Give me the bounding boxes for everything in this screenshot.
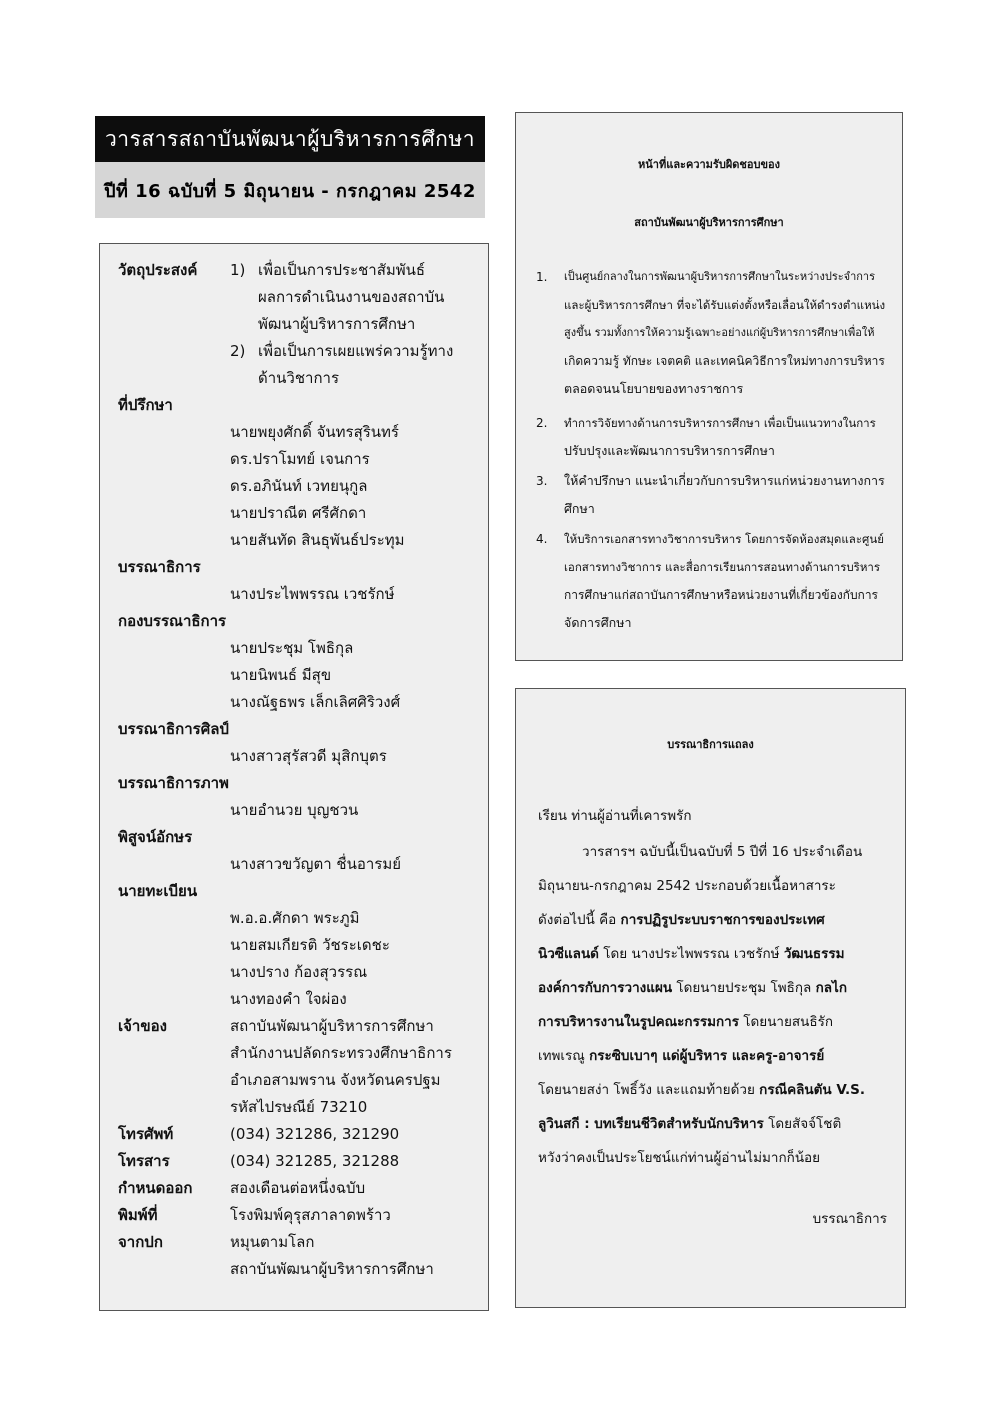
art-editor-label: บรรณาธิการศิลป์: [118, 720, 229, 738]
duty-line: ศึกษา: [564, 501, 595, 516]
editorial-article-title: องค์การกับการวางแผน: [538, 980, 673, 996]
duty-number: 3.: [536, 474, 548, 488]
printer-label: พิมพ์ที่: [118, 1206, 158, 1224]
editorial-text: โดยนายสนธิรัก: [738, 1014, 834, 1030]
duty-number: 1.: [536, 270, 548, 284]
editorial-line: [538, 905, 825, 935]
advisors-label: ที่ปรึกษา: [118, 396, 173, 414]
cover-line: หมุนตามโลก: [230, 1233, 315, 1251]
photo-editor-label: บรรณาธิการภาพ: [118, 774, 229, 792]
photo-editor-name: นายอำนวย บุญชวน: [230, 801, 359, 819]
duty-line: สูงขึ้น รวมทั้งการให้ความรู้เฉพาะอย่างแก่ผู้บริหารการศึกษาเพื่อให้: [564, 326, 875, 339]
duty-line: ทำการวิจัยทางด้านการบริหารการศึกษา เพื่อเป็นแนวทางในการ: [564, 416, 876, 430]
editorial-line: หวังว่าคงเป็นประโยชน์แก่ท่านผู้อ่านไม่มากก็น้อย: [538, 1150, 821, 1166]
objective-line: ผลการดำเนินงานของสถาบัน: [258, 288, 445, 306]
board-member-name: นางณัฐธพร เล็กเลิศศิริวงศ์: [230, 693, 401, 711]
duty-line: ตลอดจนนโยบายของทางราชการ: [564, 381, 744, 396]
advisor-name: นายพยุงศักดิ์ จันทรสุรินทร์: [230, 423, 399, 441]
board-member-name: นายนิพนธ์ มีสุข: [230, 666, 332, 684]
editorial-article-title: การบริหารงานในรูปคณะกรรมการ: [538, 1014, 739, 1030]
owner-line: อำเภอสามพราน จังหวัดนครปฐม: [230, 1071, 441, 1089]
editorial-title: บรรณาธิการแถลง: [667, 738, 754, 751]
duty-line: เป็นศูนย์กลางในการพัฒนาผู้บริหารการศึกษาในระหว่างประจำการ: [564, 270, 876, 283]
duties-title-line2: สถาบันพัฒนาผู้บริหารการศึกษา: [634, 216, 784, 229]
duty-line: เกิดความรู้ ทักษะ เจตคติ และเทคนิควิธีการใหม่ทางการบริหาร: [564, 354, 885, 368]
duties-title-line1: หน้าที่และความรับผิดชอบของ: [638, 158, 780, 171]
duty-line: และผู้บริหารการศึกษา ที่จะได้รับแต่งตั้งหรือเลื่อนให้ดำรงตำแหน่ง: [564, 298, 886, 312]
editorial-line: วารสารฯ ฉบับนี้เป็นฉบับที่ 5 ปีที่ 16 ประจำเดือน: [582, 844, 863, 860]
duty-number: 4.: [536, 532, 548, 546]
owner-line: รหัสไปรษณีย์ 73210: [230, 1098, 368, 1116]
owner-line: สำนักงานปลัดกระทรวงศึกษาธิการ: [230, 1044, 452, 1062]
duty-line: ให้คำปรึกษา แนะนำเกี่ยวกับการบริหารแก่หน่วยงานทางการ: [564, 473, 885, 488]
fax-value: (034) 321285, 321288: [230, 1152, 400, 1170]
registrar-label: นายทะเบียน: [118, 882, 198, 900]
objective-line: เพื่อเป็นการเผยแพร่ความรู้ทาง: [258, 342, 454, 360]
phone-label: โทรศัพท์: [118, 1125, 174, 1143]
editorial-article-title: การปฏิรูประบบราชการของประเทศ: [620, 912, 825, 928]
editorial-signature: บรรณาธิการ: [812, 1211, 887, 1227]
objective-line: เพื่อเป็นการประชาสัมพันธ์: [258, 261, 426, 279]
editorial-text: เทพเรณู: [538, 1048, 590, 1064]
owner-line: สถาบันพัฒนาผู้บริหารการศึกษา: [230, 1017, 434, 1035]
editorial-article-title: ลูวินสกี : บทเรียนชีวิตสำหรับนักบริหาร: [538, 1116, 764, 1132]
editorial-article-title: กรณีคลินตัน V.S.: [759, 1082, 866, 1098]
advisor-name: ดร.อภินันท์ เวทยนุกูล: [230, 477, 368, 495]
registrar-name: นายสมเกียรติ วัชระเดชะ: [230, 936, 390, 954]
objective-number: 1): [230, 261, 246, 279]
duty-number: 2.: [536, 416, 548, 430]
schedule-label: กำหนดออก: [118, 1179, 193, 1197]
editorial-text: ดังต่อไปนี้ คือ: [538, 912, 621, 928]
editorial-greeting: เรียน ท่านผู้อ่านที่เคารพรัก: [538, 808, 692, 824]
objective-number: 2): [230, 342, 246, 360]
staff-panel: [99, 243, 489, 1311]
cover-label: จากปก: [118, 1233, 163, 1251]
editor-label: บรรณาธิการ: [118, 558, 201, 576]
printer-value: โรงพิมพ์คุรุสภาลาดพร้าว: [230, 1206, 391, 1224]
editorial-line: [538, 973, 847, 1003]
duty-line: จัดการศึกษา: [564, 615, 632, 630]
duty-line: ปรับปรุงและพัฒนาการบริหารการศึกษา: [564, 443, 775, 458]
duties-panel: [515, 112, 903, 661]
board-member-name: นายประชุม โพธิกุล: [230, 639, 354, 657]
journal-title: [95, 116, 485, 162]
duty-line: เอกสารทางวิชาการ และสื่อการเรียนการสอนทางด้านการบริหาร: [564, 560, 881, 574]
editorial-text: โดยนายสง่า โพธิ์วัง และแถมท้ายด้วย: [538, 1082, 760, 1098]
advisor-name: นายสันทัด สินธุพันธ์ประทุม: [230, 531, 405, 549]
editorial-text: โดยนายประชุม โพธิกุล: [672, 980, 816, 996]
editorial-text: โดยสัจจ์โชติ: [763, 1116, 842, 1132]
objective-line: ด้านวิชาการ: [258, 369, 340, 387]
advisor-name: นายปราณีต ศรีศักดา: [230, 504, 367, 522]
editor-name: นางประไพพรรณ เวชรักษ์: [230, 585, 395, 603]
editorial-article-title: วัฒนธรรม: [783, 946, 845, 962]
registrar-name: พ.อ.อ.ศักดา พระภูมิ: [230, 909, 360, 927]
art-editor-name: นางสาวสุรัสวดี มุสิกบุตร: [230, 747, 387, 765]
editorial-article-title: นิวซีแลนด์: [538, 946, 599, 962]
editorial-line: [538, 1075, 865, 1105]
duty-line: การศึกษาแก่สถาบันการศึกษาหรือหน่วยงานที่เกี่ยวข้องกับการ: [564, 588, 879, 602]
journal-title-text: วารสารสถาบันพัฒนาผู้บริหารการศึกษา: [104, 126, 475, 151]
board-label: กองบรรณาธิการ: [118, 612, 227, 630]
advisor-name: ดร.ปราโมทย์ เจนการ: [230, 450, 370, 468]
journal-issue: [95, 162, 485, 218]
editorial-line: [538, 939, 844, 969]
registrar-name: นางทองคำ ใจผ่อง: [230, 990, 347, 1008]
editorial-text: โดย นางประไพพรรณ เวชรักษ์: [598, 946, 784, 962]
proof-label: พิสูจน์อักษร: [118, 828, 193, 846]
editorial-line: [538, 1007, 833, 1037]
cover-line: สถาบันพัฒนาผู้บริหารการศึกษา: [230, 1260, 434, 1278]
journal-issue-text: ปีที่ 16 ฉบับที่ 5 มิถุนายน - กรกฎาคม 2542: [104, 180, 476, 202]
objective-line: พัฒนาผู้บริหารการศึกษา: [258, 315, 416, 333]
editorial-line: [538, 1109, 841, 1139]
proof-name: นางสาวขวัญตา ชื่นอารมย์: [230, 855, 401, 873]
editorial-line: มิถุนายน-กรกฎาคม 2542 ประกอบด้วยเนื้อหาสาระ: [538, 878, 836, 894]
editorial-panel: [515, 688, 906, 1308]
objective-label: วัตถุประสงค์: [118, 261, 198, 279]
editorial-article-title: กระซิบเบาๆ แด่ผู้บริหาร และครู-อาจารย์: [589, 1048, 825, 1064]
owner-label: เจ้าของ: [118, 1017, 167, 1035]
fax-label: โทรสาร: [118, 1152, 170, 1170]
editorial-article-title: กลไก: [815, 980, 847, 996]
editorial-line: [538, 1041, 824, 1071]
duty-line: ให้บริการเอกสารทางวิชาการบริหาร โดยการจัดห้องสมุดและศูนย์: [564, 532, 884, 546]
phone-value: (034) 321286, 321290: [230, 1125, 400, 1143]
schedule-value: สองเดือนต่อหนึ่งฉบับ: [230, 1179, 366, 1197]
registrar-name: นางปราง ก้องสุวรรณ: [230, 963, 368, 981]
